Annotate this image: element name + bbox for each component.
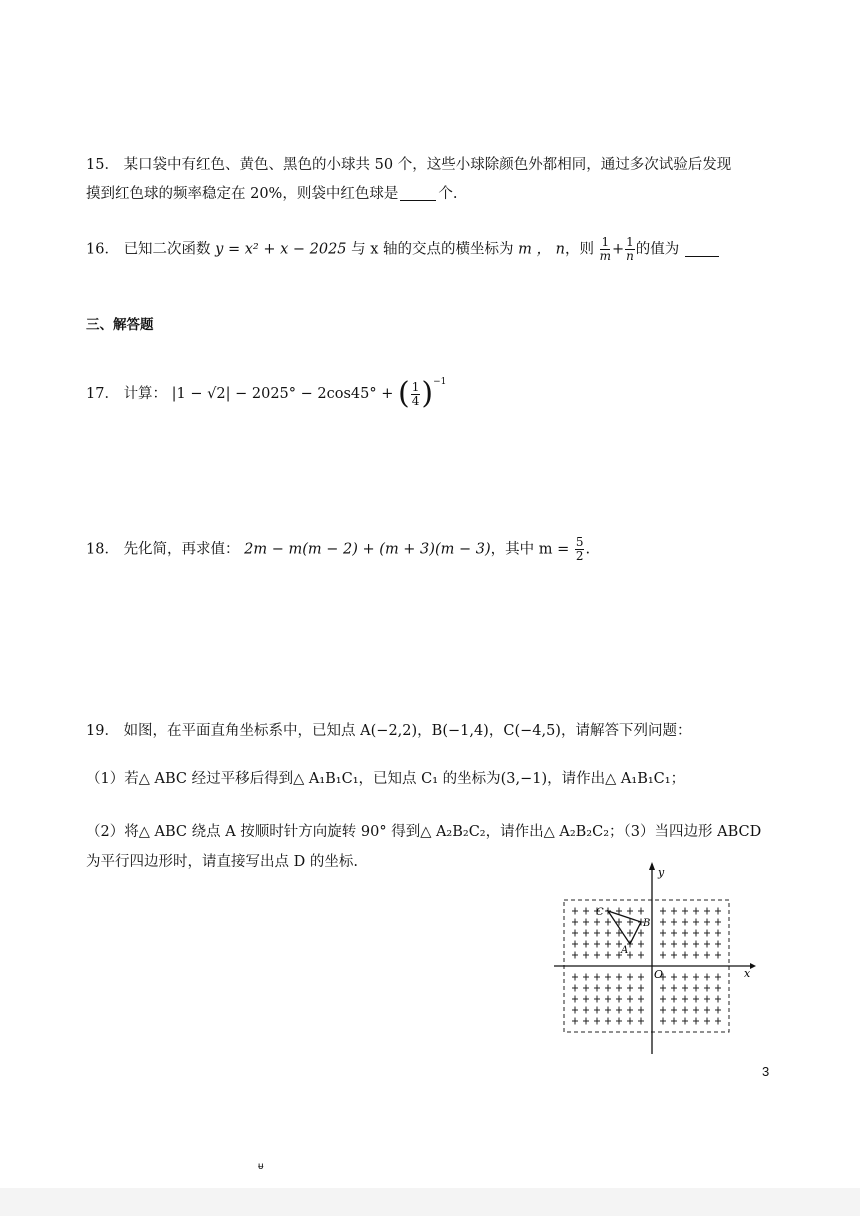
grid-mark xyxy=(638,908,644,915)
grid-mark xyxy=(671,1007,677,1014)
q18-number: 18． xyxy=(86,541,119,558)
grid-mark xyxy=(704,908,710,915)
grid-mark xyxy=(627,1007,633,1014)
q19-number: 19． xyxy=(86,723,119,739)
grid-mark xyxy=(715,919,721,926)
q18-end: . xyxy=(585,541,591,558)
grid-mark xyxy=(671,941,677,948)
grid-mark xyxy=(583,985,589,992)
grid-mark xyxy=(704,941,710,948)
triangle-abc xyxy=(608,911,641,944)
grid-mark xyxy=(583,974,589,981)
q18-where: ，其中 m = xyxy=(490,541,570,558)
q18-prefix: 先化简，再求值： xyxy=(123,541,240,558)
grid-mark xyxy=(715,908,721,915)
point-c-label: C xyxy=(596,907,604,918)
grid-mark xyxy=(682,952,688,959)
x-axis-arrow-icon xyxy=(750,963,756,969)
grid-mark xyxy=(583,908,589,915)
origin-label: O xyxy=(654,968,664,981)
grid-mark xyxy=(627,985,633,992)
grid-mark xyxy=(660,985,666,992)
grid-mark xyxy=(682,974,688,981)
grid-mark xyxy=(704,985,710,992)
q15-number: 15． xyxy=(86,157,119,173)
grid-mark xyxy=(638,930,644,937)
q15-text-3: 个. xyxy=(438,186,458,202)
grid-mark xyxy=(671,1018,677,1025)
q16-text-c: ，则 xyxy=(564,241,594,258)
grid-mark xyxy=(594,941,600,948)
answer-blank xyxy=(400,186,436,201)
q17-exponent: −1 xyxy=(433,377,447,387)
q15-text-2: 摸到红色球的频率稳定在 20%，则袋中红色球是 xyxy=(86,186,399,202)
grid-mark xyxy=(704,974,710,981)
grid-mark xyxy=(715,1007,721,1014)
grid-mark xyxy=(671,908,677,915)
grid-mark xyxy=(671,996,677,1003)
grid-mark xyxy=(682,996,688,1003)
grid-mark xyxy=(704,919,710,926)
grid-mark xyxy=(605,974,611,981)
grid-mark xyxy=(572,974,578,981)
grid-mark xyxy=(693,919,699,926)
q16-text-d: 的值为 xyxy=(635,241,680,258)
grid-mark xyxy=(660,1007,666,1014)
grid-mark xyxy=(605,1018,611,1025)
grid-mark xyxy=(704,996,710,1003)
grid-mark xyxy=(572,1007,578,1014)
q19-part2b: 为平行四边形时，请直接写出点 D 的坐标. xyxy=(86,854,358,870)
grid-mark xyxy=(594,1018,600,1025)
grid-mark xyxy=(682,1007,688,1014)
grid-mark xyxy=(715,930,721,937)
grid-mark xyxy=(660,952,666,959)
coordinate-grid-figure xyxy=(550,856,760,1056)
y-axis-arrow-icon xyxy=(649,862,655,870)
grid-mark xyxy=(715,952,721,959)
grid-mark xyxy=(715,941,721,948)
grid-mark xyxy=(605,919,611,926)
grid-mark xyxy=(627,996,633,1003)
grid-mark xyxy=(594,996,600,1003)
grid-mark xyxy=(616,996,622,1003)
grid-mark xyxy=(605,941,611,948)
grid-mark xyxy=(682,908,688,915)
scan-bottom-strip xyxy=(0,1188,860,1216)
grid-mark xyxy=(638,1007,644,1014)
grid-mark xyxy=(693,1007,699,1014)
grid-mark xyxy=(594,974,600,981)
grid-mark xyxy=(693,974,699,981)
grid-mark xyxy=(704,930,710,937)
grid-mark xyxy=(627,1018,633,1025)
grid-mark xyxy=(583,919,589,926)
grid-mark xyxy=(583,996,589,1003)
grid-mark xyxy=(671,985,677,992)
grid-mark xyxy=(572,1018,578,1025)
grid-mark xyxy=(682,1018,688,1025)
grid-mark xyxy=(660,941,666,948)
footer-mark: ᵾ xyxy=(258,1161,264,1172)
grid-mark xyxy=(583,1018,589,1025)
grid-mark xyxy=(572,941,578,948)
point-b-label: B xyxy=(643,918,651,929)
x-axis-label: x xyxy=(744,967,751,980)
grid-mark xyxy=(671,974,677,981)
grid-mark xyxy=(704,952,710,959)
grid-mark xyxy=(638,996,644,1003)
grid-mark xyxy=(638,1018,644,1025)
q16-line: 16． 已知二次函数 y = x² + x − 2025 与 x 轴的交点的横坐标为 m ， n，则 $\frac{1}{m}$ + $\frac{1}{n}$ 的值为 xyxy=(86,236,719,263)
grid-mark xyxy=(660,1018,666,1025)
grid-mark xyxy=(638,952,644,959)
grid-mark xyxy=(660,996,666,1003)
grid-mark xyxy=(605,930,611,937)
grid-mark xyxy=(627,974,633,981)
grid-mark xyxy=(715,996,721,1003)
grid-mark xyxy=(671,919,677,926)
grid-mark xyxy=(583,1007,589,1014)
grid-mark xyxy=(627,930,633,937)
q16-vars: m ， n xyxy=(518,241,565,258)
q15-line2 xyxy=(86,184,457,204)
grid-mark xyxy=(572,952,578,959)
grid-mark xyxy=(594,919,600,926)
y-axis-label: y xyxy=(658,866,665,879)
q16-text-b: 与 x 轴的交点的横坐标为 xyxy=(351,241,514,258)
grid-mark xyxy=(704,1018,710,1025)
point-a-label: A xyxy=(621,945,629,956)
grid-mark xyxy=(682,930,688,937)
grid-mark xyxy=(572,985,578,992)
grid-mark xyxy=(594,952,600,959)
grid-mark xyxy=(715,1018,721,1025)
grid-mark xyxy=(682,985,688,992)
grid-mark xyxy=(693,941,699,948)
grid-mark xyxy=(682,919,688,926)
grid-mark xyxy=(605,952,611,959)
grid-mark xyxy=(616,1007,622,1014)
grid-mark xyxy=(583,952,589,959)
grid-mark xyxy=(660,919,666,926)
grid-mark xyxy=(638,985,644,992)
grid-mark xyxy=(693,930,699,937)
grid-mark xyxy=(605,996,611,1003)
q17-line: 17． 计算： |1 − √2| − 2025° − 2cos45° + ( $\frac{1}{4}$ )$^{-1}$ xyxy=(86,376,447,411)
q17-number: 17． xyxy=(86,386,119,402)
grid-mark xyxy=(715,985,721,992)
grid-mark xyxy=(572,996,578,1003)
grid-mark xyxy=(638,974,644,981)
grid-mark xyxy=(572,930,578,937)
grid-mark xyxy=(583,930,589,937)
grid-mark xyxy=(627,908,633,915)
section-heading: 三、解答题 xyxy=(86,317,154,333)
q15-text-1: 某口袋中有红色、黄色、黑色的小球共 50 个，这些小球除颜色外都相同，通过多次试验后发现 xyxy=(123,157,732,173)
grid-mark xyxy=(616,1018,622,1025)
answer-blank xyxy=(685,242,719,257)
grid-mark xyxy=(594,1007,600,1014)
grid-mark xyxy=(693,908,699,915)
grid-mark xyxy=(671,930,677,937)
grid-mark xyxy=(594,930,600,937)
q16-function: y = x² + x − 2025 xyxy=(215,241,347,258)
grid-mark xyxy=(693,1018,699,1025)
q18-line xyxy=(86,536,590,563)
grid-mark xyxy=(671,952,677,959)
page-number: 3 xyxy=(762,1064,770,1079)
grid-mark xyxy=(693,952,699,959)
grid-mark xyxy=(572,908,578,915)
grid-mark xyxy=(693,985,699,992)
q15-line1 xyxy=(86,155,731,175)
q16-number: 16． xyxy=(86,241,119,258)
fraction-1-over-n: $\frac{1}{n}$ xyxy=(626,235,634,263)
grid-mark xyxy=(605,985,611,992)
grid-mark xyxy=(605,1007,611,1014)
grid-mark xyxy=(715,974,721,981)
q17-prefix: 计算： xyxy=(123,386,168,402)
grid-mark xyxy=(616,985,622,992)
grid-mark xyxy=(583,941,589,948)
q16-text-a: 已知二次函数 xyxy=(123,241,211,258)
grid-mark xyxy=(594,985,600,992)
grid-mark xyxy=(704,1007,710,1014)
grid-mark xyxy=(660,908,666,915)
q17-fraction: $\frac{1}{4}$ xyxy=(411,379,420,408)
q19-part1: （1）若△ ABC 经过平移后得到△ A₁B₁C₁，已知点 C₁ 的坐标为(3,−1)，请作出△ A₁B₁C₁； xyxy=(86,771,686,787)
q19-part2: （2）将△ ABC 绕点 A 按顺时针方向旋转 90° 得到△ A₂B₂C₂，请作出△ A₂B₂C₂；（3）当四边形 ABCD xyxy=(86,824,762,840)
grid-mark xyxy=(572,919,578,926)
q18-fraction: $\frac{5}{2}$ xyxy=(575,535,584,563)
grid-mark xyxy=(660,930,666,937)
grid-mark xyxy=(616,974,622,981)
q19-intro-line xyxy=(86,721,691,741)
fraction-1-over-m: $\frac{1}{m}$ xyxy=(599,235,611,263)
grid-mark xyxy=(638,941,644,948)
grid-mark xyxy=(682,941,688,948)
q19-intro: 如图，在平面直角坐标系中，已知点 A(−2,2)，B(−1,4)，C(−4,5)，请解答下列问题： xyxy=(123,723,692,739)
grid-mark xyxy=(693,996,699,1003)
q18-expression: 2m − m(m − 2) + (m + 3)(m − 3) xyxy=(244,541,491,558)
q17-expression: |1 − √2| − 2025° − 2cos45° + xyxy=(171,386,394,402)
